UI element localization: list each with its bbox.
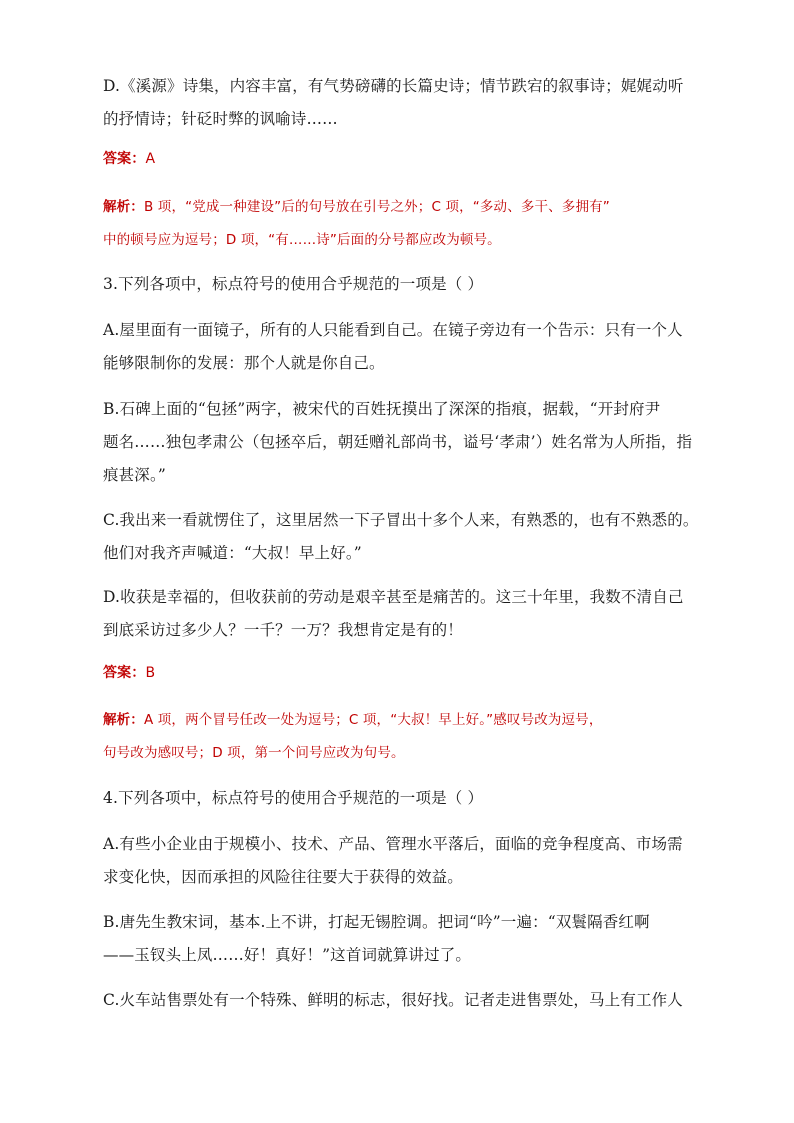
question-3 (103, 268, 693, 301)
question-stem: 4.下列各项中，标点符号的使用合乎规范的一项是（ ） (103, 789, 484, 807)
text-line: C.我出来一看就愣住了，这里居然一下子冒出十多个人来，有熟悉的，也有不熟悉的。 (103, 511, 699, 529)
analysis-q3 (103, 704, 693, 770)
option-a-q4 (103, 828, 693, 894)
question-stem: 3.下列各项中，标点符号的使用合乎规范的一项是（ ） (103, 275, 484, 293)
analysis-text: A 项，两个冒号任改一处为逗号；C 项，“大叔！早上好。”感叹号改为逗号， (143, 712, 603, 728)
analysis-text: 中的顿号应为逗号；D 项，“有……诗”后面的分号都应改为顿号。 (103, 232, 501, 248)
option-b-q3 (103, 393, 693, 492)
text-line: C.火车站售票处有一个特殊、鲜明的标志，很好找。记者走进售票处，马上有工作人 (103, 991, 683, 1009)
option-d-q2 (103, 70, 693, 136)
option-d-q3 (103, 581, 693, 647)
text-line: 能够限制你的发展：那个人就是你自己。 (103, 354, 385, 372)
text-line: A.有些小企业由于规模小、技术、产品、管理水平落后，面临的竞争程度高、市场需 (103, 835, 683, 853)
question-4 (103, 782, 693, 815)
text-line: D.收获是幸福的，但收获前的劳动是艰辛甚至是痛苦的。这三十年里，我数不清自己 (103, 588, 684, 606)
answer-value: B (145, 665, 156, 681)
text-line: 到底采访过多少人？一千？一万？我想肯定是有的！ (103, 621, 463, 639)
analysis-label: 解析： (103, 199, 144, 215)
answer-label: 答案： (103, 151, 146, 167)
answer-q3 (103, 657, 693, 690)
analysis-q2 (103, 191, 693, 257)
option-c-q4 (103, 984, 693, 1017)
analysis-text: B 项，“党成一种建设”后的句号放在引号之外；C 项，“多动、多干、多拥有” (143, 199, 610, 215)
option-c-q3 (103, 504, 699, 570)
text-line: 痕甚深。” (103, 466, 166, 484)
analysis-text: 句号改为感叹号；D 项，第一个问号应改为句号。 (103, 745, 405, 761)
text-line: B.唐先生教宋词，基本.上不讲，打起无锡腔调。把词“吟”一遍：“双鬟隔香红啊 (103, 913, 650, 931)
answer-label: 答案： (103, 665, 146, 681)
answer-value: A (145, 151, 156, 167)
option-a-q3 (103, 314, 693, 380)
text-line: 题名……独包孝肃公（包拯卒后，朝廷赠礼部尚书，谥号‘孝肃’）姓名常为人所指，指 (103, 433, 693, 451)
text-line: 的抒情诗；针砭时弊的讽喻诗…… (103, 110, 338, 128)
text-line: A.屋里面有一面镜子，所有的人只能看到自己。在镜子旁边有一个告示：只有一个人 (103, 321, 683, 339)
analysis-label: 解析： (103, 712, 144, 728)
option-b-q4 (103, 906, 693, 972)
answer-q2 (103, 143, 693, 176)
text-line: 他们对我齐声喊道：“大叔！早上好。” (103, 544, 362, 562)
text-line: B.石碑上面的“包拯”两字，被宋代的百姓抚摸出了深深的指痕，据载，“开封府尹 (103, 400, 661, 418)
text-line: D.《溪源》诗集，内容丰富，有气势磅礴的长篇史诗；情节跌宕的叙事诗；娓娓动听 (103, 77, 684, 95)
text-line: 求变化快，因而承担的风险往往要大于获得的效益。 (103, 868, 463, 886)
text-line: ——玉钗头上凤……好！真好！”这首词就算讲过了。 (103, 946, 472, 964)
